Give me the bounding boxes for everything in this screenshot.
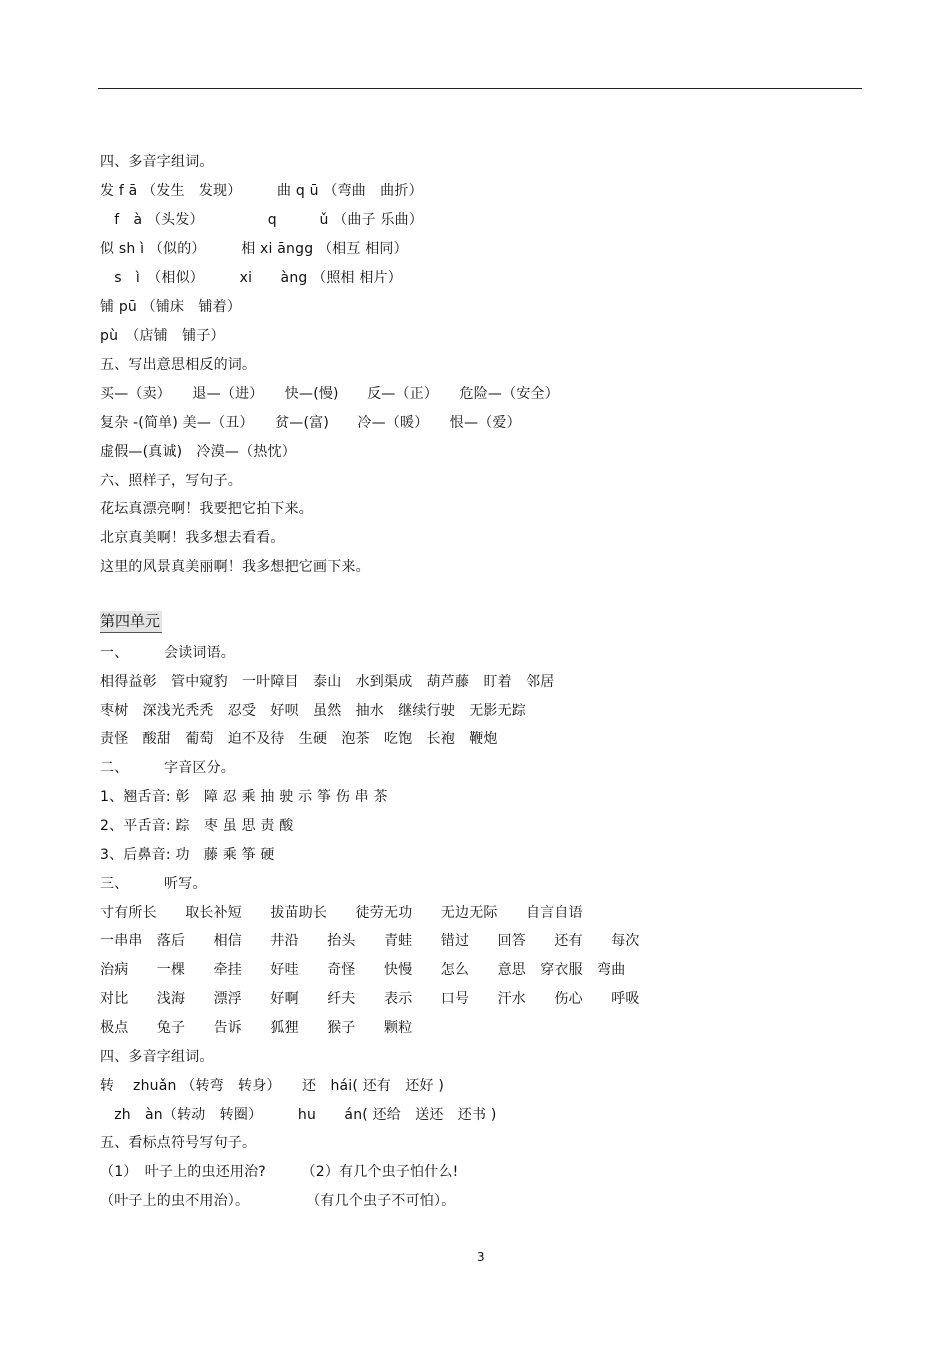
word-line: 责怪 酸甜 葡萄 迫不及待 生硬 泡茶 吃饱 长袍 鞭炮 [100, 731, 498, 747]
word-line: 枣树 深浅光秃秃 忍受 好呗 虽然 抽水 继续行驶 无影无踪 [100, 703, 526, 719]
polyphone-line: 转 zhuǎn （转弯 转身） 还 hái( 还有 还好 ) [100, 1078, 445, 1094]
polyphone-line: 铺 pū （铺床 铺着） [100, 299, 242, 315]
section-heading-polyphone-2: 四、多音字组词。 [100, 1049, 214, 1065]
sentence-line: 花坛真漂亮啊！我要把它拍下来。 [100, 501, 313, 517]
antonym-line: 买—（卖） 退—（进） 快—(慢) 反—（正） 危险—（安全） [100, 386, 559, 402]
pronunciation-line: 1、翘舌音: 彰 障 忍 乘 抽 驶 示 筝 伤 串 茶 [100, 789, 388, 805]
unit-title: 第四单元 [100, 611, 162, 633]
header-rule [98, 88, 862, 89]
page-number: 3 [477, 1250, 485, 1264]
word-line: 相得益彰 管中窥豹 一叶障目 泰山 水到渠成 葫芦藤 盯着 邻居 [100, 674, 555, 690]
dictation-line: 一串串 落后 相信 井沿 抬头 青蛙 错过 回答 还有 每次 [100, 933, 640, 949]
punctuation-line: （叶子上的虫不用治）。 （有几个虫子不可怕）。 [100, 1193, 456, 1209]
section-heading-sentences: 六、照样子，写句子。 [100, 473, 242, 489]
section-heading-polyphone: 四、多音字组词。 [100, 154, 214, 170]
sentence-line: 北京真美啊！我多想去看看。 [100, 530, 285, 546]
polyphone-line: zh àn（转动 转圈） hu án( 还给 送还 还书 ) [100, 1107, 497, 1123]
section-heading-antonyms: 五、写出意思相反的词。 [100, 357, 257, 373]
section-heading-dictation: 三、 听写。 [100, 876, 207, 892]
section-heading-read-words: 一、 会读词语。 [100, 645, 235, 661]
dictation-line: 寸有所长 取长补短 拔苗助长 徒劳无功 无边无际 自言自语 [100, 905, 583, 921]
polyphone-line: pù （店铺 铺子） [100, 328, 225, 344]
dictation-line: 对比 浅海 漂浮 好啊 纤夫 表示 口号 汗水 伤心 呼吸 [100, 991, 640, 1007]
punctuation-line: （1） 叶子上的虫还用治? （2）有几个虫子怕什么! [100, 1164, 459, 1180]
dictation-line: 极点 兔子 告诉 狐狸 猴子 颗粒 [100, 1020, 413, 1036]
dictation-line: 治病 一棵 牵挂 好哇 奇怪 快慢 怎么 意思 穿衣服 弯曲 [100, 962, 626, 978]
polyphone-line: 发 f ā （发生 发现） 曲 q ū （弯曲 曲折） [100, 183, 423, 199]
section-heading-pronunciation: 二、 字音区分。 [100, 760, 235, 776]
pronunciation-line: 2、平舌音: 踪 枣 虽 思 责 酸 [100, 818, 294, 834]
polyphone-line: f à （头发） q ǔ （曲子 乐曲） [100, 212, 424, 228]
sentence-line: 这里的风景真美丽啊！我多想把它画下来。 [100, 559, 370, 575]
antonym-line: 虚假—(真诚) 冷漠—（热忱） [100, 444, 296, 460]
polyphone-line: s ì （相似） xi àng （照相 相片） [100, 270, 402, 286]
antonym-line: 复杂 -(简单) 美—（丑） 贫—(富) 冷—（暖） 恨—（爱） [100, 415, 521, 431]
polyphone-line: 似 sh ì （似的） 相 xi āngg （相互 相同） [100, 241, 408, 257]
section-heading-punctuation: 五、看标点符号写句子。 [100, 1135, 257, 1151]
pronunciation-line: 3、后鼻音: 功 藤 乘 筝 硬 [100, 847, 275, 863]
